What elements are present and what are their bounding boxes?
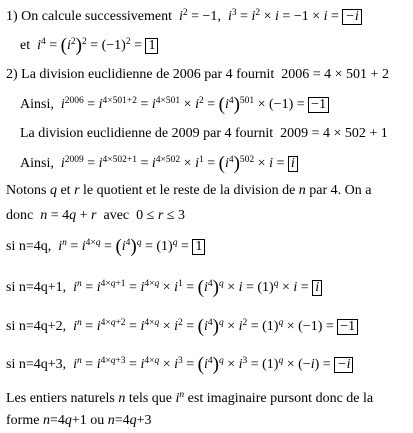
q1-i4-prefix: et [20, 38, 31, 53]
case3-cond: si n=4q+3, [6, 357, 67, 372]
case1-cond: si n=4q+1, [6, 280, 67, 295]
case1-eq: $i^n = i^{4\times q+1} = i^{4\times q} \times i^1 = (i^4)^q \times i = (1)^q \times i$ = [73, 277, 309, 298]
q1-i2: $i^2 = -1$ [179, 7, 218, 24]
q1-i3-result: −i [342, 9, 361, 25]
q1-label: 1) On calcule successivement [6, 9, 172, 24]
general-intro-2: donc n = 4q + r avec 0 ≤ r ≤ 3 [6, 208, 185, 223]
q2-i2006-line [20, 94, 329, 115]
conclusion-line2: forme n=4q+1 ou n=4q+3 [6, 413, 152, 428]
case3-line [6, 354, 353, 375]
q2-div2009-eq: 2009 = 4 × 502 + 1 [280, 126, 388, 141]
q1-i4: $i^4 = (i^2)^2 = (-1)^2$ = [37, 35, 142, 56]
case1-line [6, 277, 322, 298]
q2-ainsi-1: Ainsi, [20, 97, 54, 112]
case2-line [6, 316, 358, 337]
conclusion-line1: Les entiers naturels n tels que $i^n$ est imaginaire pursont donc de la [6, 389, 374, 406]
q2-i2006-eq: $i^{2006} = i^{4\times 501+2} = i^{4\times 501} \times i^2 = (i^4)^{501} \times (-1)$ = [60, 94, 305, 115]
case0-cond: si n=4q, [6, 239, 52, 254]
q2-div2009 [20, 127, 388, 141]
q1-i3: $i^3 = i^2 \times i = -1 \times i$ = [227, 7, 339, 24]
q1-line2 [20, 35, 158, 56]
case1-result: i [312, 280, 322, 296]
case0-line [6, 236, 205, 257]
q2-i2006-result: −1 [308, 97, 329, 113]
case3-eq: $i^n = i^{4\times q+3} = i^{4\times q} \times i^3 = (i^4)^q \times i^3 = (1)^q \times (-i)$ = [73, 354, 331, 375]
q2-i2009-eq: $i^{2009} = i^{4\times 502+1} = i^{4\times 502} \times i^1 = (i^4)^{502} \times i$ = [60, 153, 285, 174]
q2-div2006-text: 2) La division euclidienne de 2006 par 4 fournit [6, 67, 275, 82]
q1-i4-result: 1 [145, 38, 158, 54]
general-intro-1: Notons q et r le quotient et le reste de la division de n par 4. On a [6, 183, 372, 198]
q2-div2009-text: La division euclidienne de 2009 par 4 fournit [20, 126, 274, 141]
case3-result: −i [334, 357, 353, 373]
q2-div2006 [6, 68, 389, 82]
case0-eq: $i^n = i^{4\times q} = (i^4)^q = (1)^q$ = [58, 236, 189, 257]
q2-div2006-eq: 2006 = 4 × 501 + 2 [281, 67, 389, 82]
case2-result: −1 [337, 319, 358, 335]
q2-i2009-line [20, 153, 298, 174]
q2-ainsi-2: Ainsi, [20, 156, 54, 171]
case0-result: 1 [192, 239, 205, 255]
case2-cond: si n=4q+2, [6, 319, 67, 334]
q2-i2009-result: i [288, 156, 298, 172]
case2-eq: $i^n = i^{4\times q+2} = i^{4\times q} \times i^2 = (i^4)^q \times i^2 = (1)^q \times (-1)$ = [73, 316, 334, 337]
q1-line1: 1) On calcule successivement $i^2 = -1$, $i^3 = i^2 \times i = -1 \times i = -i$ [6, 9, 362, 25]
